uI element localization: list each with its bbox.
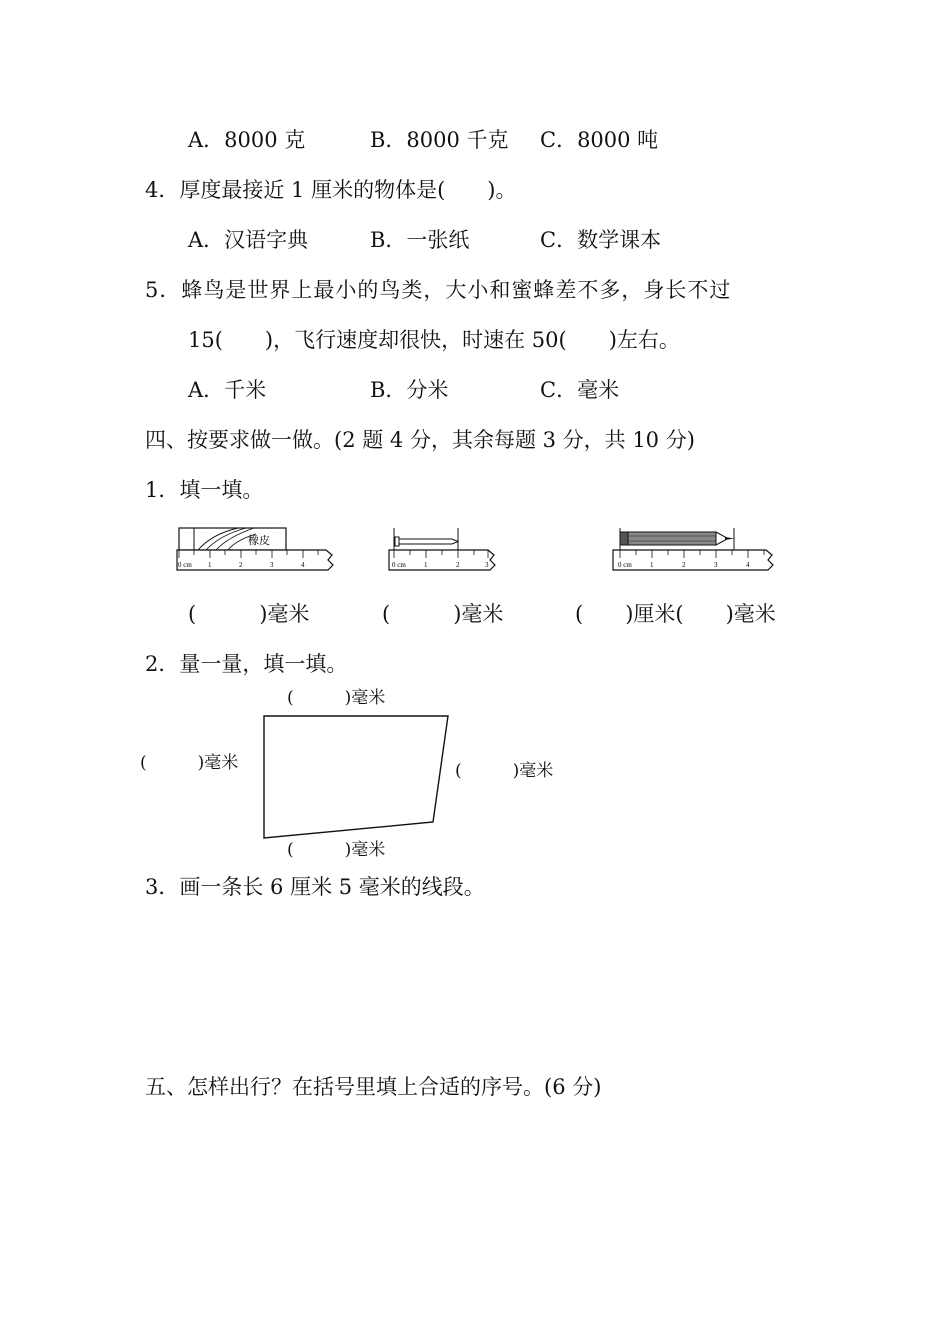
ruler3-tick-2: 2 <box>682 561 686 569</box>
eraser-label: 橡皮 <box>248 535 270 547</box>
quadrilateral-shape <box>264 716 448 838</box>
s4-q1-stem: 1．填一填。 <box>145 478 264 502</box>
ruler-nail-figure <box>388 522 500 578</box>
pencil-shape <box>620 532 734 545</box>
q5-stem-line1: 5．蜂鸟是世界上最小的鸟类，大小和蜜蜂差不多，身长不过 <box>145 278 732 302</box>
ruler1-tick-4: 4 <box>301 561 305 569</box>
ruler1-tick-2: 2 <box>239 561 243 569</box>
s4-q2-bottom-blank[interactable]: ( )毫米 <box>287 840 386 860</box>
q4-option-a: A．汉语字典 <box>188 228 309 252</box>
q4-option-b: B．一张纸 <box>370 228 470 252</box>
nail-shape <box>395 537 458 546</box>
section5-title: 五、怎样出行？在括号里填上合适的序号。(6 分) <box>145 1075 602 1099</box>
ruler2-zero-label: 0 cm <box>392 561 406 569</box>
ruler2-tick-3: 3 <box>485 561 489 569</box>
ruler2-tick-2: 2 <box>456 561 460 569</box>
q5-stem-line2: 15( )，飞行速度却很快，时速在 50( )左右。 <box>188 328 680 352</box>
ruler3-tick-1: 1 <box>650 561 654 569</box>
ruler-eraser-figure <box>176 522 338 578</box>
ruler3-tick-3: 3 <box>714 561 718 569</box>
ruler1-zero-label: 0 cm <box>178 561 192 569</box>
q4-option-c: C．数学课本 <box>540 228 662 252</box>
s4-q2-stem: 2．量一量，填一填。 <box>145 652 348 676</box>
q3-option-b: B．8000 千克 <box>370 128 509 152</box>
q3-option-a: A．8000 克 <box>188 128 306 152</box>
q4-stem: 4．厚度最接近 1 厘米的物体是( )。 <box>145 178 517 202</box>
q3-option-c: C．8000 吨 <box>540 128 659 152</box>
s4-q2-right-blank[interactable]: ( )毫米 <box>455 761 554 781</box>
s4-q1-blank-nail[interactable]: ( )毫米 <box>382 602 504 626</box>
ruler1-tick-3: 3 <box>270 561 274 569</box>
q5-option-c: C．毫米 <box>540 378 620 402</box>
s4-q2-left-blank[interactable]: ( )毫米 <box>140 753 239 773</box>
ruler3-zero-label: 0 cm <box>618 561 632 569</box>
ruler3-tick-4: 4 <box>746 561 750 569</box>
ruler-pencil-figure <box>612 522 778 578</box>
q5-option-b: B．分米 <box>370 378 449 402</box>
ruler1-tick-1: 1 <box>208 561 212 569</box>
section4-title: 四、按要求做一做。(2 题 4 分，其余每题 3 分，共 10 分) <box>145 428 695 452</box>
ruler2-tick-1: 1 <box>424 561 428 569</box>
q5-option-a: A．千米 <box>188 378 267 402</box>
s4-q1-blank-eraser[interactable]: ( )毫米 <box>188 602 310 626</box>
s4-q1-blank-pencil[interactable]: ( )厘米( )毫米 <box>575 602 776 626</box>
s4-q2-top-blank[interactable]: ( )毫米 <box>287 688 386 708</box>
s4-q3-stem: 3．画一条长 6 厘米 5 毫米的线段。 <box>145 875 485 899</box>
quadrilateral-figure <box>258 710 458 846</box>
